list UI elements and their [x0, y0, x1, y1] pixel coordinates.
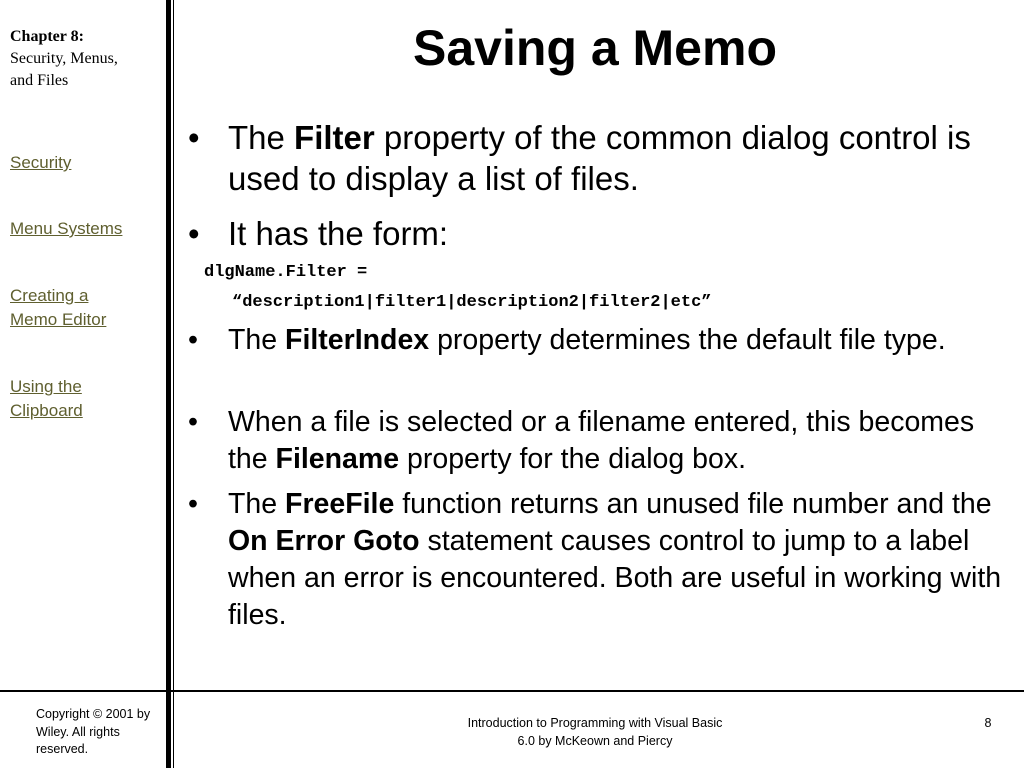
bullet-text-run: The — [228, 488, 286, 520]
bullet-keyword: FreeFile — [285, 488, 395, 520]
chapter-number: Chapter 8: — [10, 28, 84, 45]
bullet-text-run: The — [228, 324, 286, 356]
bullet-text-run: It has the form: — [228, 215, 449, 252]
bullet-text — [228, 119, 971, 197]
bullet-item — [188, 322, 1008, 359]
bullet-marker: • — [188, 406, 198, 438]
bullet-text-run: function returns an unused file number and the — [394, 488, 992, 520]
bullet-keyword: On Error Goto — [228, 525, 420, 557]
bullet-text — [228, 488, 1001, 631]
bullet-text-run: statement causes control to jump to a label when an error is encountered. Both are useful in working with files. — [228, 525, 1002, 631]
sidebar-link-label: Menu Systems — [10, 219, 123, 238]
bullet-item — [188, 486, 1008, 634]
bullet-marker: • — [188, 488, 198, 520]
chapter-title-line1: Security, Menus, — [10, 50, 118, 67]
bullet-text-run: When a file is selected or a filename entered, this becomes the — [228, 406, 975, 475]
code-line-1: dlgName.Filter = — [204, 263, 368, 282]
page-number: 8 — [984, 716, 992, 730]
bullet-text-run: The — [228, 119, 295, 156]
vertical-divider-thin — [173, 0, 174, 768]
bullet-text — [228, 406, 974, 475]
bullet-marker: • — [188, 324, 198, 356]
sidebar-link-creating-memo-editor[interactable] — [10, 284, 160, 332]
bullet-keyword: Filename — [275, 443, 400, 475]
code-line-2: “description1|filter1|description2|filter2|etc” — [232, 293, 712, 312]
sidebar-link-label: Using the — [10, 377, 82, 396]
bullet-keyword: Filter — [294, 119, 375, 156]
vertical-divider-thick — [166, 0, 171, 768]
chapter-title-line2: and Files — [10, 72, 69, 89]
sidebar-link-label: Clipboard — [10, 401, 83, 420]
sidebar-link-menu-systems[interactable] — [10, 217, 160, 241]
footer-copyright: Copyright © 2001 by Wiley. All rights reserved. — [36, 707, 151, 756]
chapter-heading — [10, 26, 160, 92]
sidebar-link-security[interactable] — [10, 151, 160, 175]
slide-title: Saving a Memo — [413, 20, 777, 76]
bullet-marker: • — [188, 119, 200, 156]
bullet-text — [228, 324, 946, 356]
footer-book-title — [420, 714, 770, 750]
footer-book-line2: 6.0 by McKeown and Piercy — [517, 734, 673, 748]
sidebar-link-label: Creating a — [10, 286, 89, 305]
bullet-item — [188, 213, 1008, 254]
sidebar-link-label: Memo Editor — [10, 310, 107, 329]
bullet-text-run: property of the common dialog control is used to display a list of files. — [228, 119, 971, 197]
sidebar — [0, 0, 166, 690]
footer-divider — [0, 690, 1024, 692]
sidebar-link-using-clipboard[interactable] — [10, 375, 160, 423]
sidebar-link-label: Security — [10, 153, 72, 172]
bullet-keyword: FilterIndex — [285, 324, 430, 356]
bullet-item — [188, 117, 1008, 199]
bullet-item — [188, 404, 1008, 478]
bullet-marker: • — [188, 215, 200, 252]
footer-book-line1: Introduction to Programming with Visual Basic — [467, 716, 723, 730]
bullet-text — [228, 215, 448, 252]
bullet-text-run: property determines the default file type. — [429, 324, 946, 356]
bullet-text-run: property for the dialog box. — [399, 443, 747, 475]
